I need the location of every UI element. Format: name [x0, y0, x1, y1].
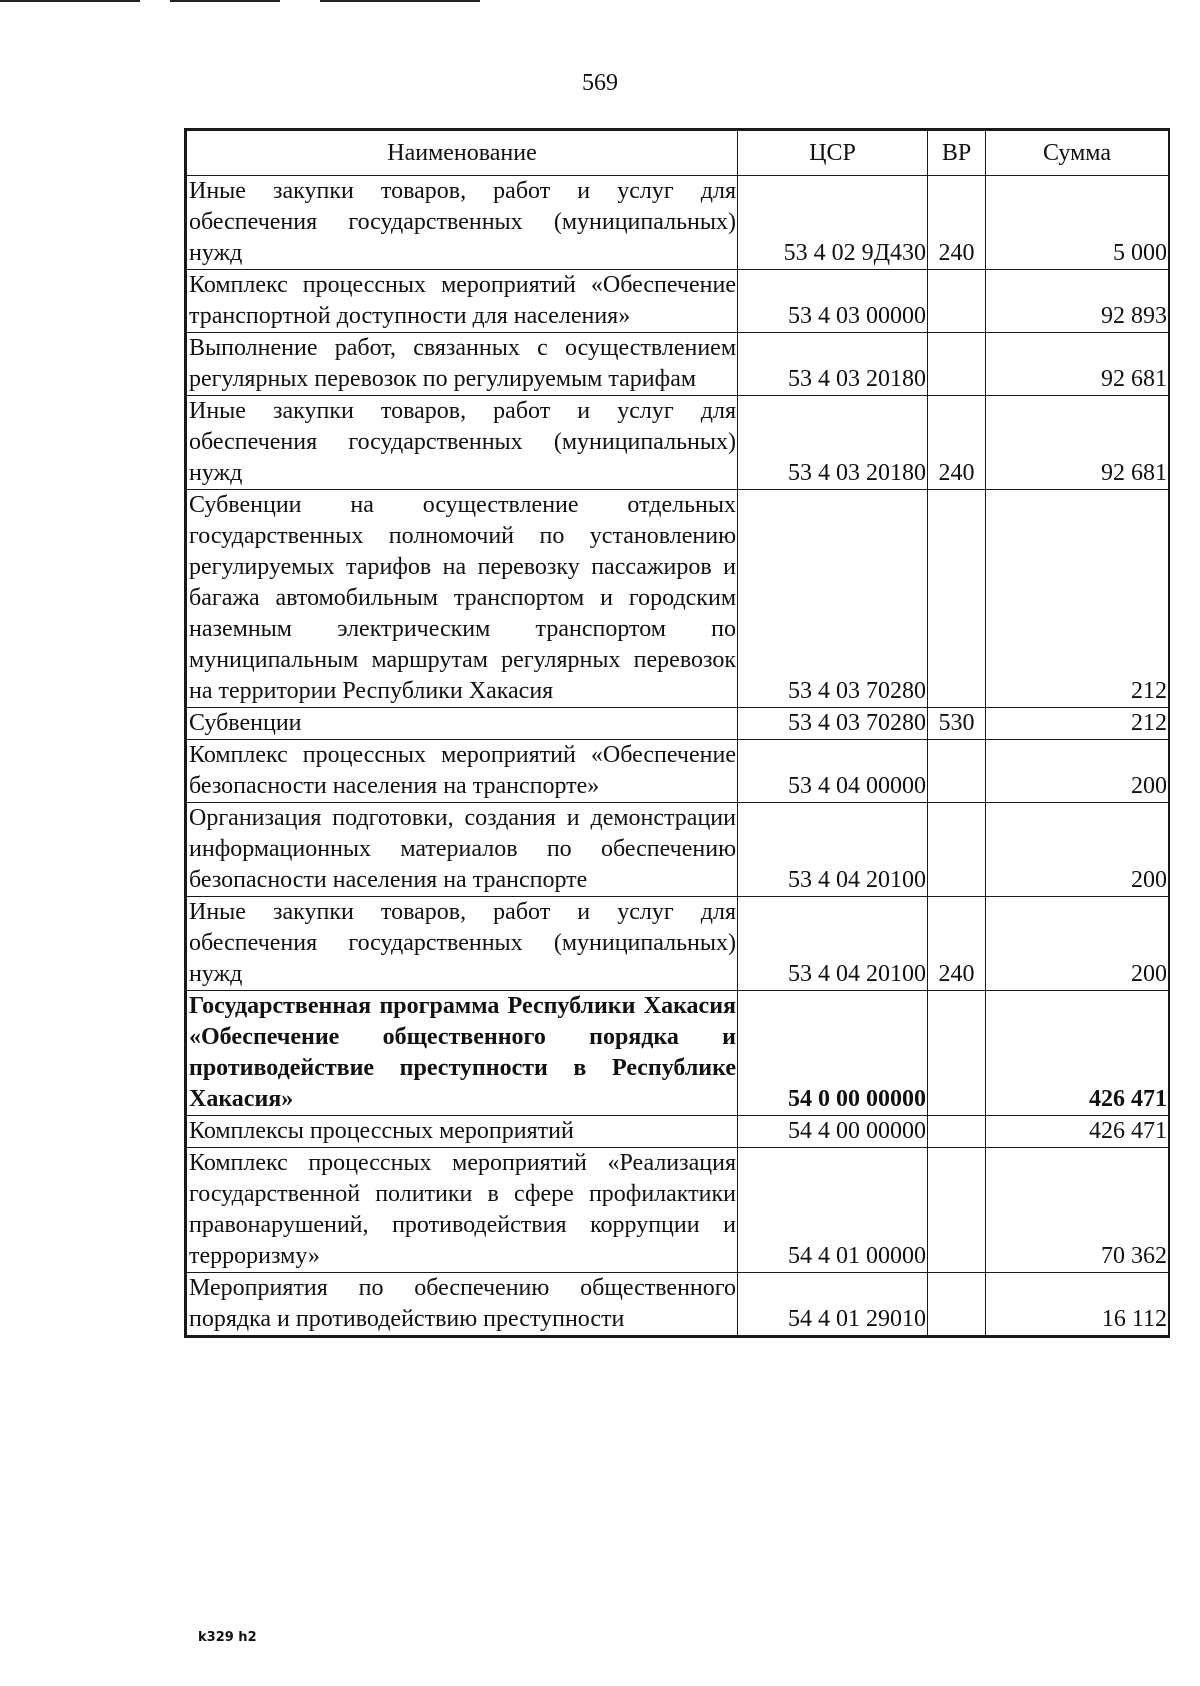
row-vr-cell	[928, 490, 986, 708]
row-vr-cell	[928, 1148, 986, 1273]
row-csr-cell: 53 4 04 00000	[738, 740, 928, 803]
table-row	[187, 396, 1169, 490]
row-vr-cell: 530	[928, 708, 986, 740]
row-vr-cell	[928, 740, 986, 803]
row-sum-cell: 5 000	[986, 176, 1169, 270]
row-vr-cell	[928, 270, 986, 333]
table-row	[187, 176, 1169, 270]
row-vr-cell	[928, 1273, 986, 1336]
row-name-cell: Комплекс процессных мероприятий «Обеспечение транспортной доступности для населения»	[187, 270, 738, 333]
row-csr-cell: 54 4 01 00000	[738, 1148, 928, 1273]
row-sum-cell: 16 112	[986, 1273, 1169, 1336]
table-row	[187, 803, 1169, 897]
row-csr-cell: 53 4 03 00000	[738, 270, 928, 333]
table-row	[187, 270, 1169, 333]
row-csr-cell: 54 0 00 00000	[738, 991, 928, 1116]
row-name-cell: Иные закупки товаров, работ и услуг для обеспечения государственных (муниципальных) нужд	[187, 396, 738, 490]
table-header-row	[187, 131, 1169, 176]
table-row	[187, 333, 1169, 396]
row-sum-cell: 426 471	[986, 1116, 1169, 1148]
row-name-cell: Субвенции на осуществление отдельных государственных полномочий по установлению регулируемых тарифов на перевозку пассажиров и багажа автомобильным транспортом и городским наземным электрическим транспортом по муниципальным маршрутам регулярных перевозок на территории Республики Хакасия	[187, 490, 738, 708]
row-sum-cell: 426 471	[986, 991, 1169, 1116]
scan-edge-line	[170, 0, 280, 2]
footer-code: k329 h2	[198, 1630, 257, 1645]
row-csr-cell: 53 4 03 70280	[738, 708, 928, 740]
row-name-cell: Выполнение работ, связанных с осуществлением регулярных перевозок по регулируемым тарифам	[187, 333, 738, 396]
row-name-cell: Комплекс процессных мероприятий «Обеспечение безопасности населения на транспорте»	[187, 740, 738, 803]
row-name-cell: Государственная программа Республики Хакасия «Обеспечение общественного порядка и противодействие преступности в Республике Хакасия»	[187, 991, 738, 1116]
row-csr-cell: 53 4 04 20100	[738, 897, 928, 991]
row-sum-cell: 212	[986, 490, 1169, 708]
table-row	[187, 708, 1169, 740]
row-sum-cell: 200	[986, 740, 1169, 803]
row-vr-cell: 240	[928, 396, 986, 490]
row-sum-cell: 212	[986, 708, 1169, 740]
row-sum-cell: 92 893	[986, 270, 1169, 333]
scan-edge-line	[320, 0, 480, 2]
header-csr: ЦСР	[738, 131, 928, 176]
row-name-cell: Иные закупки товаров, работ и услуг для обеспечения государственных (муниципальных) нужд	[187, 897, 738, 991]
row-vr-cell: 240	[928, 176, 986, 270]
table-row	[187, 490, 1169, 708]
table-row	[187, 1116, 1169, 1148]
budget-table	[186, 130, 1169, 1336]
table-row	[187, 1148, 1169, 1273]
scan-edge-line	[0, 0, 140, 2]
row-csr-cell: 53 4 03 70280	[738, 490, 928, 708]
row-vr-cell	[928, 333, 986, 396]
table-row	[187, 1273, 1169, 1336]
row-csr-cell: 54 4 01 29010	[738, 1273, 928, 1336]
row-sum-cell: 200	[986, 803, 1169, 897]
header-name: Наименование	[187, 131, 738, 176]
row-sum-cell: 200	[986, 897, 1169, 991]
header-sum: Сумма	[986, 131, 1169, 176]
table-row	[187, 740, 1169, 803]
row-name-cell: Субвенции	[187, 708, 738, 740]
budget-table-container	[184, 128, 1170, 1338]
row-csr-cell: 53 4 03 20180	[738, 333, 928, 396]
row-csr-cell: 53 4 02 9Д430	[738, 176, 928, 270]
row-name-cell: Комплексы процессных мероприятий	[187, 1116, 738, 1148]
row-sum-cell: 92 681	[986, 333, 1169, 396]
header-vr: ВР	[928, 131, 986, 176]
row-name-cell: Комплекс процессных мероприятий «Реализация государственной политики в сфере профилактики правонарушений, противодействия коррупции и терроризму»	[187, 1148, 738, 1273]
row-csr-cell: 53 4 03 20180	[738, 396, 928, 490]
row-csr-cell: 54 4 00 00000	[738, 1116, 928, 1148]
table-row	[187, 991, 1169, 1116]
row-name-cell: Мероприятия по обеспечению общественного порядка и противодействию преступности	[187, 1273, 738, 1336]
row-sum-cell: 92 681	[986, 396, 1169, 490]
row-vr-cell	[928, 991, 986, 1116]
row-name-cell: Организация подготовки, создания и демонстрации информационных материалов по обеспечению безопасности населения на транспорте	[187, 803, 738, 897]
page-number: 569	[582, 70, 618, 96]
row-name-cell: Иные закупки товаров, работ и услуг для обеспечения государственных (муниципальных) нужд	[187, 176, 738, 270]
table-row	[187, 897, 1169, 991]
row-sum-cell: 70 362	[986, 1148, 1169, 1273]
row-vr-cell: 240	[928, 897, 986, 991]
row-csr-cell: 53 4 04 20100	[738, 803, 928, 897]
row-vr-cell	[928, 1116, 986, 1148]
row-vr-cell	[928, 803, 986, 897]
